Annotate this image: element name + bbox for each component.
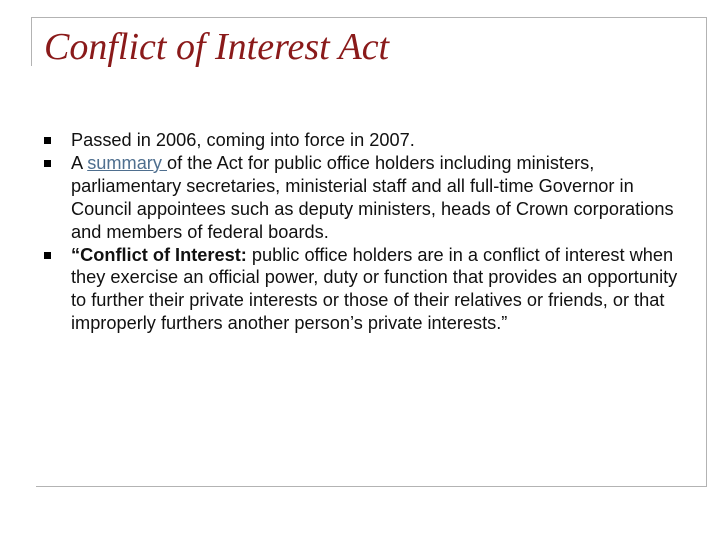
- summary-link[interactable]: summary: [87, 152, 168, 173]
- frame-bottom-line: [36, 486, 707, 487]
- bullet-item-passed: [44, 129, 694, 152]
- bullet-item-summary: [44, 152, 694, 244]
- bullet-text-prefix: A: [71, 152, 88, 173]
- frame-top-line: [31, 17, 707, 18]
- square-bullet-icon: [44, 137, 51, 144]
- definition-text: public office holders are in a conflict of interest when they exercise an official power, duty or function that provides an opportunity to further their private interests or those of their relatives or friends, or that improperly furthers another person’s private interests.”: [71, 244, 678, 334]
- slide-title: Conflict of Interest Act: [44, 26, 390, 68]
- bullet-text-suffix: of the Act for public office holders including ministers, parliamentary secretaries, ministerial staff and all full-time Governor in Council appointees such as deputy ministers, heads of Crown corporations and members of federal boards.: [71, 152, 674, 242]
- square-bullet-icon: [44, 252, 51, 259]
- frame-right-line: [706, 17, 707, 487]
- definition-term: “Conflict of Interest:: [71, 244, 247, 265]
- bullet-list: [44, 129, 694, 335]
- bullet-item-definition: [44, 244, 694, 336]
- frame-left-line: [31, 17, 32, 66]
- square-bullet-icon: [44, 160, 51, 167]
- bullet-text: Passed in 2006, coming into force in 2007.: [71, 130, 415, 150]
